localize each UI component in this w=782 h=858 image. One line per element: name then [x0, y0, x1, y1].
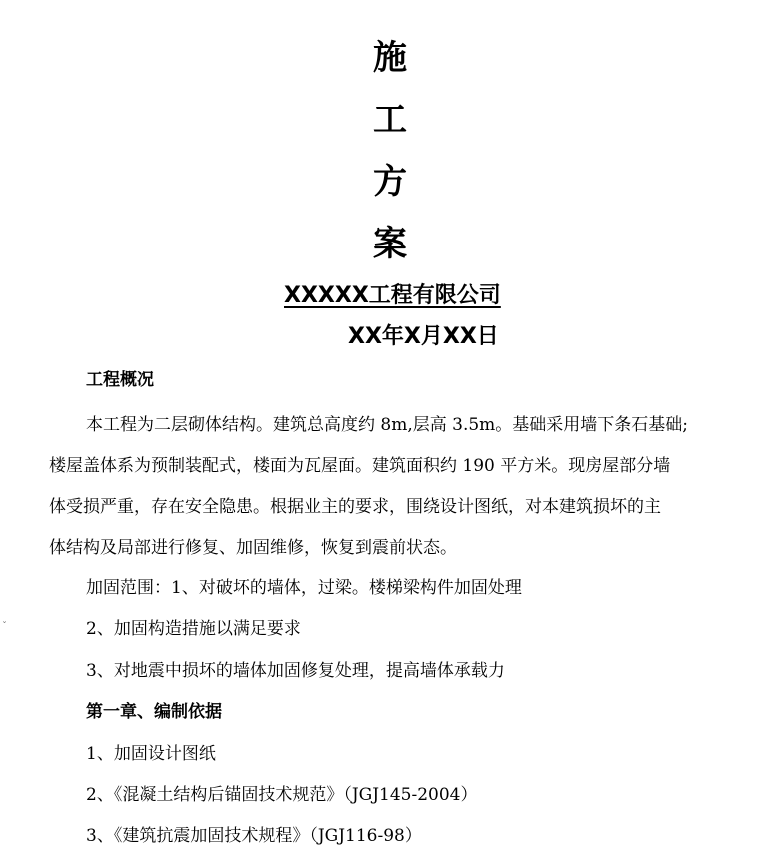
- title-char-4: 案: [373, 224, 407, 264]
- overview-line: 体受损严重，存在安全隐患。根据业主的要求，围绕设计图纸，对本建筑损坏的主: [49, 497, 661, 517]
- scope-item-2: 2、加固构造措施以满足要求: [86, 619, 301, 639]
- basis-item-1: 1、加固设计图纸: [86, 744, 216, 764]
- overview-line: 楼屋盖体系为预制装配式，楼面为瓦屋面。建筑面积约 190 平方米。现房屋部分墙: [49, 456, 671, 476]
- overview-line: 本工程为二层砌体结构。建筑总高度约 8m,层高 3.5m。基础采用墙下条石基础;: [86, 415, 689, 435]
- chapter1-heading: 第一章、编制依据: [86, 702, 222, 722]
- basis-item-3: 3、《建筑抗震加固技术规程》（JGJ116-98）: [86, 826, 422, 846]
- overview-heading: 工程概况: [86, 370, 154, 390]
- company-name: XXXXX工程有限公司: [284, 283, 501, 308]
- scope-item-1: 加固范围：1、对破坏的墙体，过梁。楼梯梁构件加固处理: [86, 578, 522, 598]
- title-char-2: 工: [373, 100, 407, 140]
- scope-item-3: 3、对地震中损坏的墙体加固修复处理，提高墙体承载力: [86, 661, 505, 681]
- overview-paragraph: [49, 405, 739, 569]
- title-char-3: 方: [373, 162, 407, 202]
- document-date: XX年X月XX日: [348, 324, 499, 349]
- title-char-1: 施: [373, 38, 407, 78]
- overview-line: 体结构及局部进行修复、加固维修，恢复到震前状态。: [49, 538, 457, 558]
- margin-mark: ˇ: [2, 621, 7, 632]
- basis-item-2: 2、《混凝土结构后锚固技术规范》（JGJ145-2004）: [86, 785, 478, 805]
